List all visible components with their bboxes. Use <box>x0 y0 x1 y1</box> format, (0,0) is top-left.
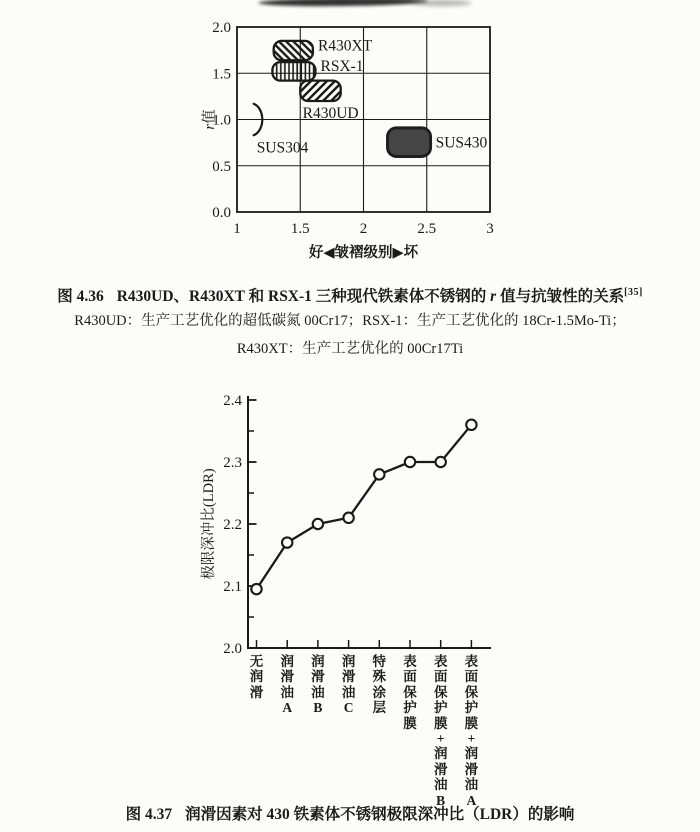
x-axis-title: 好◀皱褶级别▶坏 <box>308 245 419 261</box>
figure-4-36-caption <box>0 283 700 306</box>
y-tick-label: 2.1 <box>223 579 242 595</box>
category-label: 润 滑 油 B <box>311 654 325 716</box>
svg-text:0.5: 0.5 <box>212 158 231 175</box>
category-label: 润 滑 油 C <box>341 654 356 716</box>
region-label: SUS430 <box>435 134 488 152</box>
axis-ticks <box>248 400 471 648</box>
region-SUS430 <box>388 128 488 157</box>
data-point-marker <box>251 584 261 594</box>
data-point-marker <box>405 457 415 467</box>
figure-4-36-note-line1: R430UD：生产工艺优化的超低碳氮 00Cr17；RSX-1：生产工艺优化的 18Cr-1.5Mo-Ti； <box>74 313 626 329</box>
region-box-R430XT <box>274 41 313 60</box>
category-label: 特 殊 涂 层 <box>372 654 387 716</box>
region-label: R430XT <box>317 37 373 55</box>
figure-4-37-caption <box>0 805 700 824</box>
figure-number: 图 4.37 <box>125 806 173 823</box>
svg-text:1.0: 1.0 <box>212 112 231 129</box>
data-point-marker <box>313 519 323 529</box>
category-label: 润 滑 油 A <box>280 654 294 716</box>
figure-4-36-note-line2: R430XT：生产工艺优化的 00Cr17Ti <box>236 341 464 357</box>
svg-text:3: 3 <box>486 221 494 237</box>
svg-text:2: 2 <box>359 221 368 237</box>
y-tick-label: 2.4 <box>223 393 242 409</box>
category-label: 表 面 保 护 膜 <box>403 654 417 731</box>
region-box-R430UD <box>300 81 340 101</box>
svg-text:2.5: 2.5 <box>417 221 437 237</box>
caption-reference: [35] <box>624 287 643 298</box>
caption-text: 润滑因素对 430 铁素体不锈钢极限深冲比（LDR）的影响 <box>185 806 575 823</box>
data-point-marker <box>436 457 446 467</box>
region-box-SUS430 <box>388 128 431 157</box>
caption-italic-r: r <box>490 288 497 305</box>
category-label: 表 面 保 护 膜 + 润 滑 油 B <box>433 654 448 808</box>
region-RSX-1 <box>272 58 363 81</box>
caption-text-1: R430UD、R430XT 和 RSX-1 三种现代铁素体不锈钢的 <box>116 288 491 305</box>
svg-text:1: 1 <box>233 221 241 237</box>
data-point-marker <box>374 469 384 479</box>
svg-text:1.5: 1.5 <box>290 221 310 237</box>
svg-text:0.0: 0.0 <box>212 205 231 221</box>
figure-4-37-chart <box>0 390 700 667</box>
y-axis-title: r值 <box>202 109 218 130</box>
y-tick-label: 2.2 <box>223 517 242 533</box>
r-value-wrinkle-grade-chart <box>0 0 700 270</box>
svg-text:2.0: 2.0 <box>212 20 231 36</box>
data-point-marker <box>282 537 292 547</box>
region-box-RSX-1 <box>272 62 315 81</box>
region-label: R430UD <box>302 105 359 123</box>
figure-4-36-chart <box>0 0 700 275</box>
category-label: 表 面 保 护 膜 + 润 滑 油 A <box>464 654 479 808</box>
caption-text-2: 值与抗皱性的关系 <box>496 288 625 305</box>
ldr-data-line <box>257 425 472 589</box>
region-R430UD <box>300 81 358 122</box>
axes <box>248 396 491 648</box>
y-axis-title: 极限深冲比(LDR) <box>201 468 217 580</box>
region-label: RSX-1 <box>320 57 364 75</box>
category-label: 无 润 滑 <box>249 654 264 700</box>
data-point-marker <box>466 420 476 430</box>
svg-text:1.5: 1.5 <box>212 66 231 83</box>
ldr-lubrication-line-chart <box>0 390 700 662</box>
y-tick-label: 2.3 <box>223 455 242 471</box>
y-tick-label: 2.0 <box>223 641 242 657</box>
data-point-marker <box>343 513 353 523</box>
region-label: SUS304 <box>256 139 309 157</box>
figure-number: 图 4.36 <box>57 288 104 305</box>
ldr-chart-category-labels <box>0 654 700 808</box>
